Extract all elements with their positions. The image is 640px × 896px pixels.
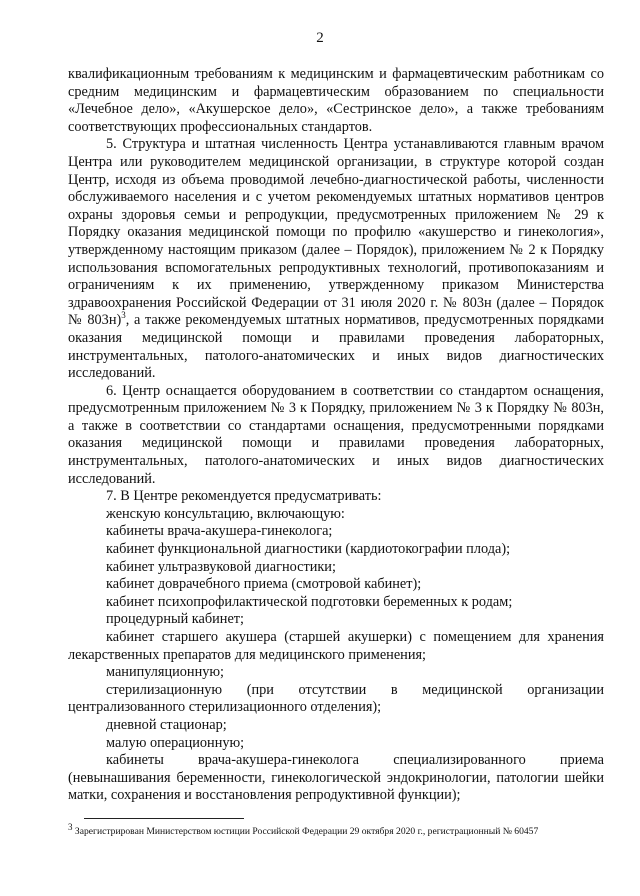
list-item: процедурный кабинет; xyxy=(106,611,245,628)
list-item: кабинет доврачебного приема (смотровой кабинет); xyxy=(106,576,422,593)
page-number: 2 xyxy=(316,30,324,46)
document-body xyxy=(68,66,604,805)
list-item: кабинет старшего акушера (старшей акушерки) с помещением для хранения лекарственных препаратов для медицинского применения; xyxy=(68,629,604,663)
list-item: кабинеты врача-акушера-гинеколога; xyxy=(106,523,333,540)
footnote xyxy=(68,821,604,838)
list-item: стерилизационную (при отсутствии в медицинской организации централизованного стерилизационного отделения); xyxy=(68,681,604,716)
list-item: малую операционную; xyxy=(106,734,245,751)
list-item: кабинет психопрофилактической подготовки беременных к родам; xyxy=(106,593,513,610)
footnote-reference: 3 xyxy=(121,310,126,321)
footnote-text: Зарегистрирован Министерством юстиции Российской Федерации 29 октября 2020 г., регистрационный № 60457 xyxy=(72,826,539,837)
paragraph-5-tail: , а также рекомендуемых штатных нормативов, предусмотренных порядками оказания медицинской помощи и правилами проведения лабораторных, инструментальных, патолого-анатомических и иных видов диагностических исследований. xyxy=(68,312,604,382)
paragraph-6-equipment: 6. Центр оснащается оборудованием в соответствии со стандартом оснащения, предусмотренным приложением № 3 к Порядку, приложением № 3 к Порядку № 803н, а также в соответствии со стандартами оснащения, предусмотренными порядками оказания медицинской помощи и правилами проведения лабораторных, инструментальных, патолого-анатомических и иных видов диагностических исследований. xyxy=(68,382,604,487)
list-item: дневной стационар; xyxy=(106,716,227,733)
paragraph-7-intro: 7. В Центре рекомендуется предусматривать: xyxy=(106,488,382,505)
list-item: кабинет функциональной диагностики (кардиотокографии плода); xyxy=(106,541,511,558)
paragraph-qualifications: квалификационным требованиям к медицинским и фармацевтическим работникам со средним медицинским и фармацевтическим образованием по специальности «Лечебное дело», «Акушерское дело», «Сестринское дело», а также требованиям соответствующих профессиональных стандартов. xyxy=(68,66,604,135)
list-item: кабинет ультразвуковой диагностики; xyxy=(106,558,336,575)
paragraph-5-text: 5. Структура и штатная численность Центра устанавливаются главным врачом Центра или руководителем медицинской организации, в структуре которой создан Центр, исходя из объема проводимой лечебно-диагностической работы, численности обслуживаемого населения и с учетом рекомендуемых штатных нормативов центров охраны здоровья семьи и репродукции, предусмотренных приложением № 29 к Порядку оказания медицинской помощи по профилю «акушерство и гинекология», утвержденному настоящим приказом (далее – Порядок), приложением № 2 к Порядку использования вспомогательных репродуктивных технологий, противопоказаниям и ограничениям к их применению, утвержденному приказом Министерства здравоохранения Российской Федерации от 31 июля 2020 г. № 803н (далее – Порядок № 803н) xyxy=(68,136,604,329)
list-item: кабинеты врача-акушера-гинеколога специализированного приема (невынашивания беременности, гинекологической эндокринологии, патологии шейки матки, сохранения и восстановления репродуктивной функции); xyxy=(68,752,604,804)
list-item: женскую консультацию, включающую: xyxy=(106,505,345,522)
list-item: манипуляционную; xyxy=(106,664,225,681)
footnote-mark: 3 xyxy=(68,821,73,832)
footnote-separator xyxy=(84,818,244,819)
paragraph-5-structure xyxy=(68,136,604,382)
